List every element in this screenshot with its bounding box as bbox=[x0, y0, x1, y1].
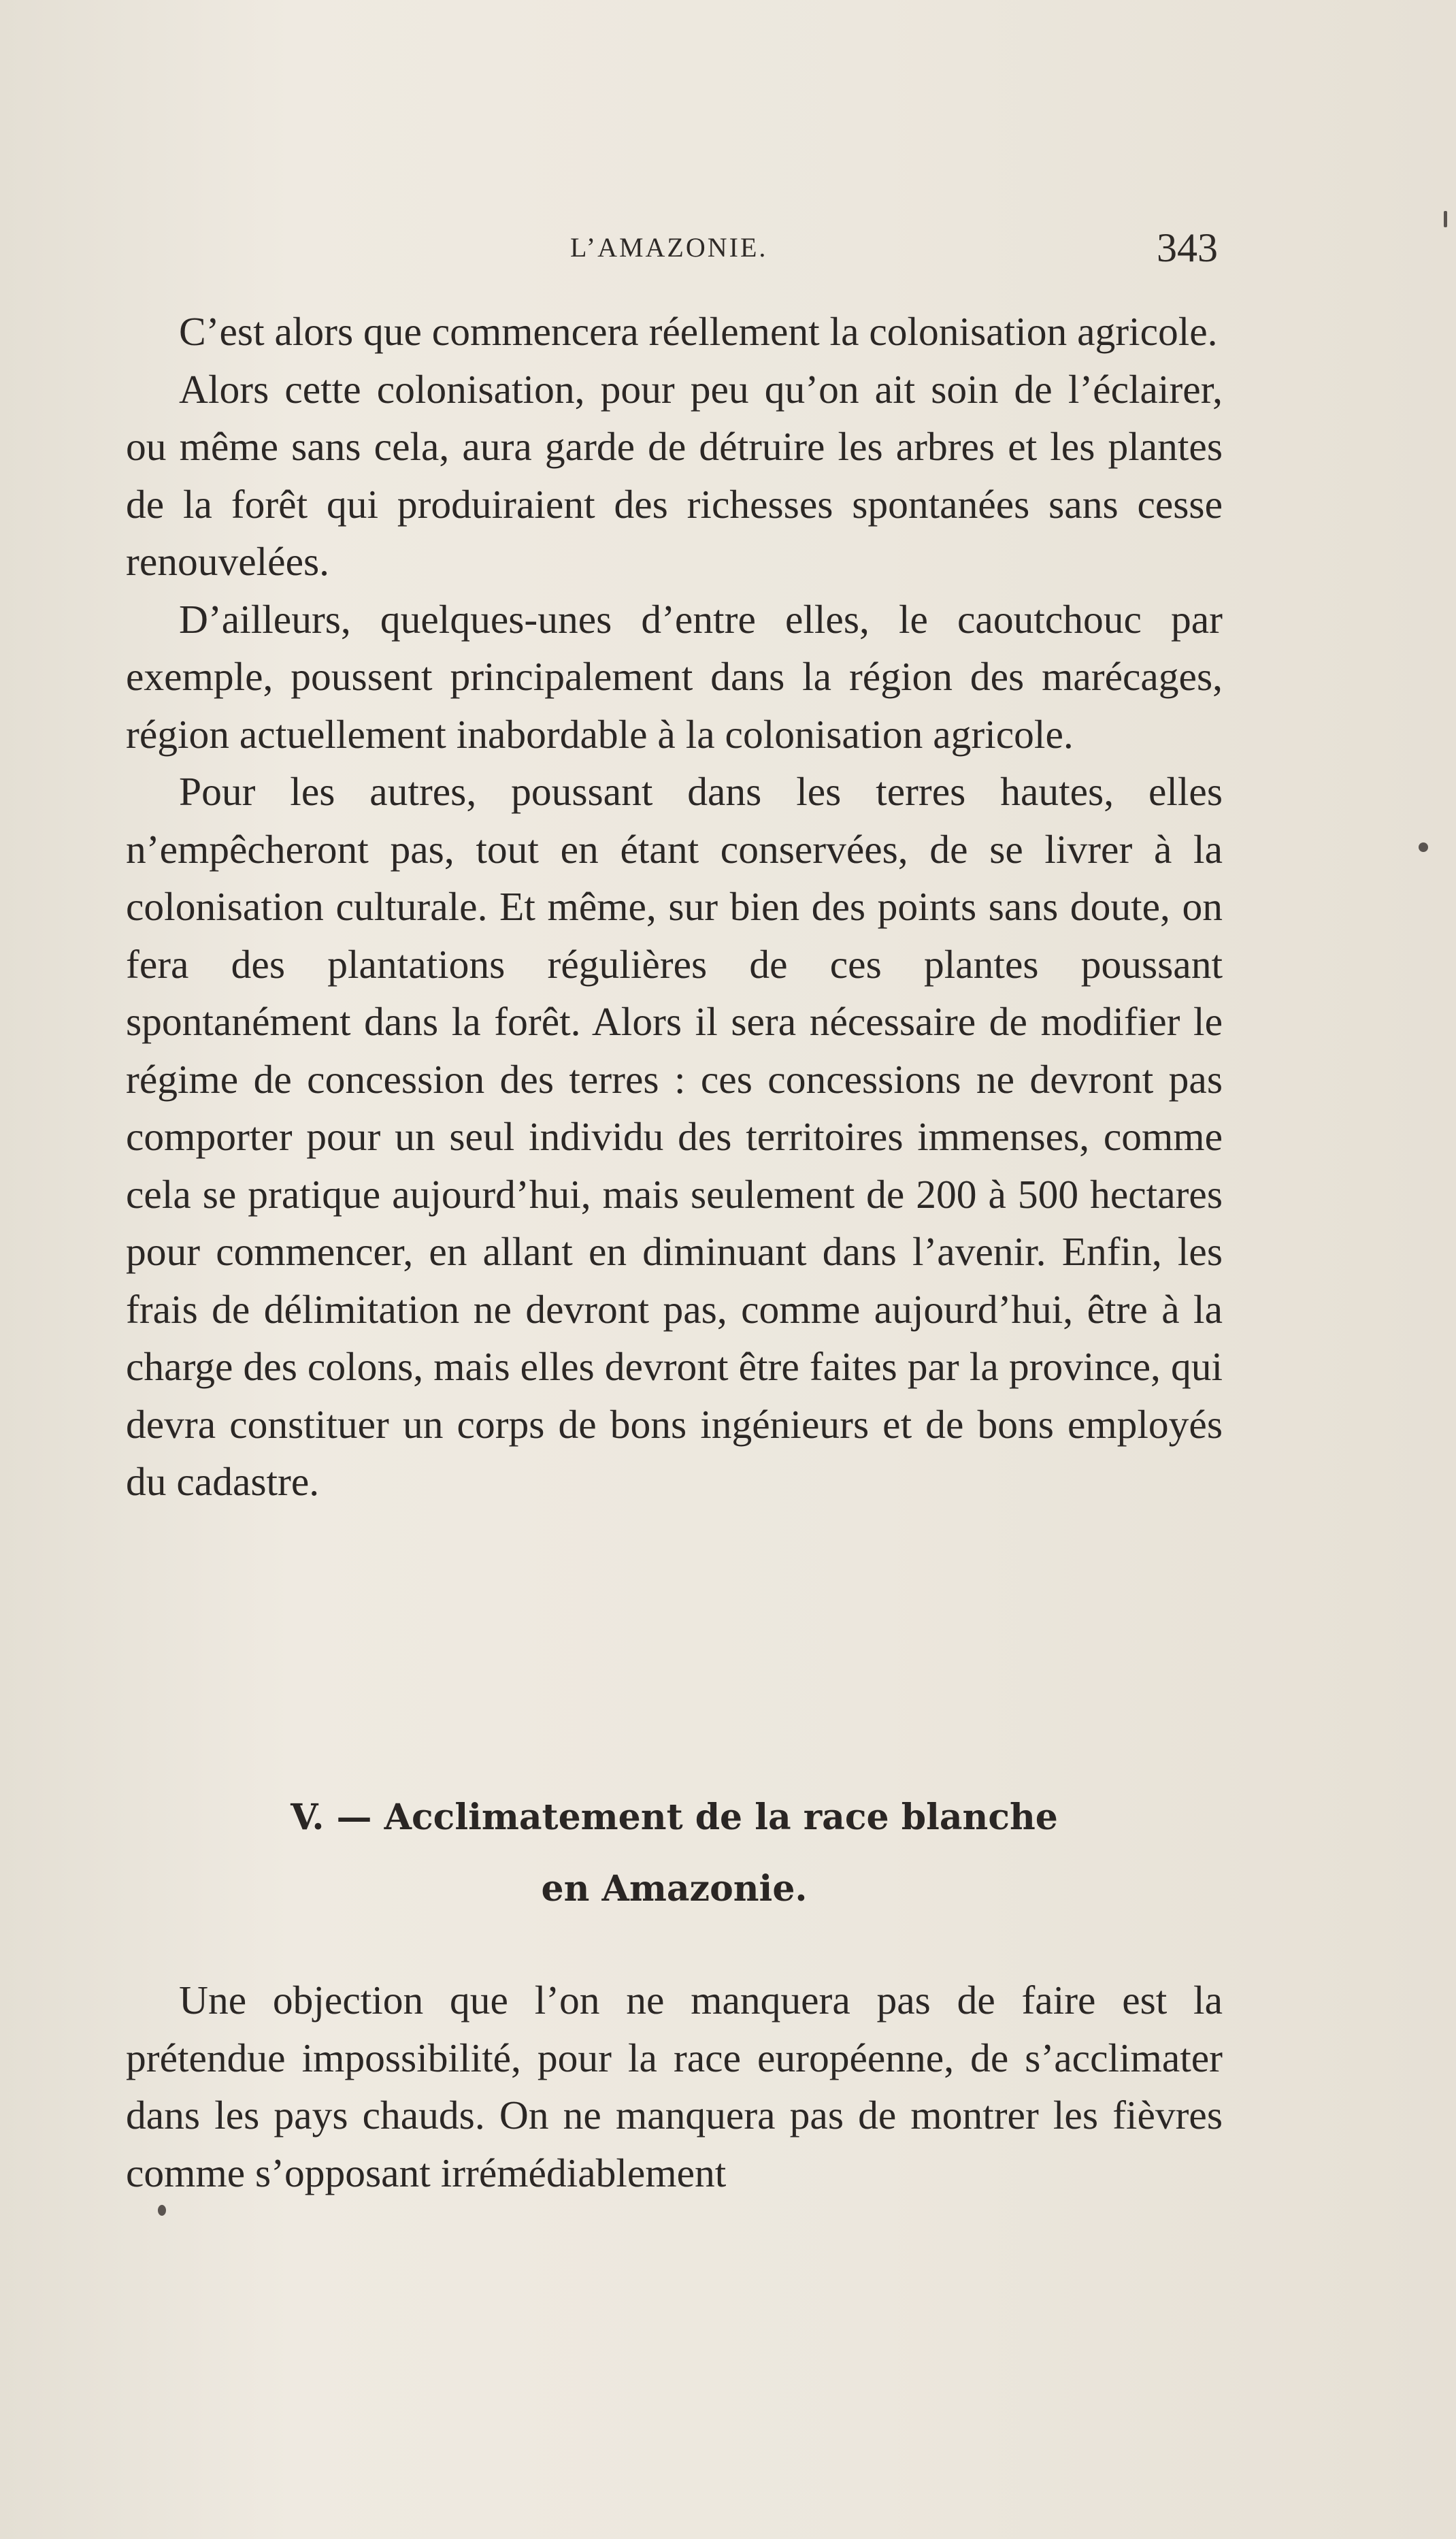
page-number: 343 bbox=[1157, 225, 1218, 270]
section-heading-line-2: en Amazonie. bbox=[541, 1868, 808, 1910]
running-title: L’AMAZONIE. bbox=[570, 232, 768, 263]
body-text-section-2 bbox=[126, 1971, 1223, 2201]
paragraph: D’ailleurs, quelques-unes d’entre elles, le caoutchouc par exemple, poussent principalement dans la région des marécages, région actuellement inabordable à la colonisation agricole. bbox=[126, 596, 1223, 757]
section-heading bbox=[126, 1782, 1223, 1924]
paragraph: C’est alors que commencera réellement la colonisation agricole. bbox=[179, 309, 1218, 354]
ink-speck bbox=[1419, 842, 1428, 852]
paragraph: Alors cette colonisation, pour peu qu’on ait soin de l’éclairer, ou même sans cela, aura garde de détruire les arbres et les plantes de la forêt qui produiraient des richesses spontanées sans cesse renouvelées. bbox=[126, 366, 1223, 584]
ink-speck bbox=[158, 2205, 166, 2216]
body-text-section-1 bbox=[126, 303, 1223, 1511]
section-heading-line-1: V. — Acclimatement de la race blanche bbox=[291, 1797, 1058, 1838]
paragraph: Pour les autres, poussant dans les terres hautes, elles n’empêcheront pas, tout en étant conservées, de se livrer à la colonisation culturale. Et même, sur bien des points sans doute, on fera des plantations régulières de ces plantes poussant spontanément dans la forêt. Alors il sera nécessaire de modifier le régime de concession des terres : ces concessions ne devront pas comporter pour un seul individu des territoires immenses, comme cela se pratique aujourd’hui, mais seulement de 200 à 500 hectares pour commencer, en allant en diminuant dans l’avenir. Enfin, les frais de délimitation ne devront pas, comme aujourd’hui, être à la charge des colons, mais elles devront être faites par la province, qui devra constituer un corps de bons ingénieurs et de bons employés du cadastre. bbox=[126, 769, 1223, 1504]
paragraph: Une objection que l’on ne manquera pas de faire est la prétendue impossibilité, pour la race européenne, de s’acclimater dans les pays chauds. On ne manquera pas de montrer les fièvres comme s’opposant irrémédiablement bbox=[126, 1978, 1223, 2195]
running-head bbox=[0, 225, 1456, 272]
ink-speck bbox=[1444, 211, 1447, 227]
